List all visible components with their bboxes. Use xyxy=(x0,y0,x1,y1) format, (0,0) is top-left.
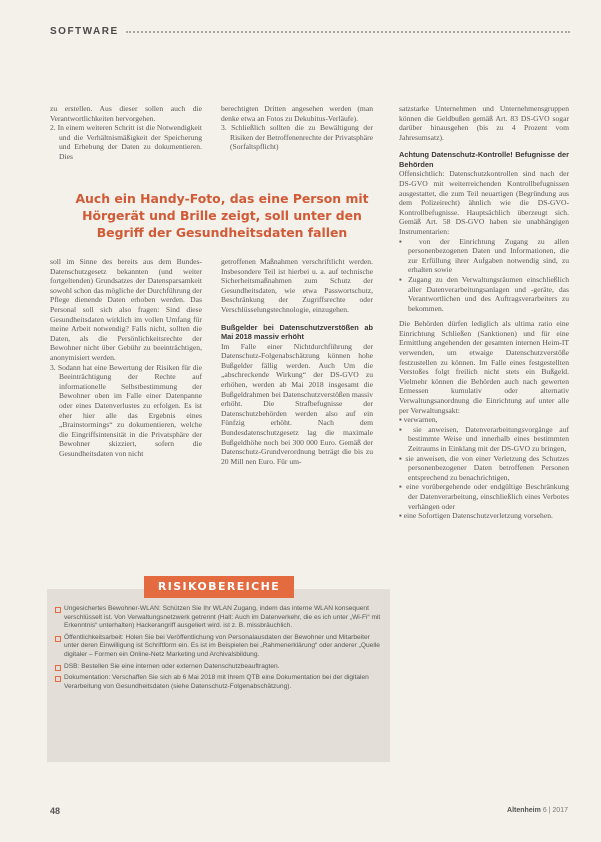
square-bullet-icon xyxy=(55,665,61,671)
bullet-text: Zugang zu den Verwaltungsräumen einschließlich aller Datenverarbeitungsanlagen und -geräte, das Verantwortlichen und des Auftragsverarbeiters zu bekommen. xyxy=(408,274,569,313)
magazine-credit xyxy=(507,807,568,814)
page-header xyxy=(50,26,570,40)
column-2-bottom xyxy=(221,257,373,466)
paragraph: Offensichtlich: Datenschutzkontrollen sind nach der DS-GVO mit weiterreichenden Kontrollbefugnissen ausgestattet, die zum Teil neuartigen (Begründung aus dem Polizeirecht) ähnlich wie die DS-GVO-Kontrollbefugnisse. Hauptsächlich überzeugt sich. Gemäß Art. 58 DS-GVO haben sie unabhängigen Instrumentarien: xyxy=(399,169,569,236)
bullet-item xyxy=(399,425,569,454)
bullet-text: verwarnen, xyxy=(403,415,438,425)
risk-item xyxy=(55,663,383,672)
risk-box xyxy=(47,580,390,762)
risk-item-text: Ungesichertes Bewohner-WLAN: Schützen Sie Ihr WLAN Zugang, indem das interne WLAN konsequent verschlüsselt ist. Von Verwaltungsnetzwerk getrennt (Halt: Auch im Datenverkehr, die es ich unter „Wi-Fi“ mit Erkenntnis“ unterhalten) Hackerangriff ausgeliert wird. ist z. B. missbräuchlich. xyxy=(64,605,381,630)
risk-box-title: RISIKOBEREICHE xyxy=(144,576,294,598)
paragraph-numbered: 3. Schließlich sollten die zu Bewältigung der Risiken der Betroffenenrechte der Privatsphäre (Sorfaltspflicht) xyxy=(221,123,373,152)
paragraph: Die Behörden dürfen lediglich als ultima ratio eine Einrichtung Schließen (Sanktionen) und für eine Ermittlung angehenden der gesamten internen Heim-IT verwenden, um etwaige Datenschutzverstöße festzustellen zu können. Im Falle eines festgestellten Verstoßes folgt freilich nicht stets ein Bußgeld. Vielmehr können die Behörden auch nach gewerten Ermessen kumulativ oder alternativ Verwaltungsanordnung die Einrichtung auf unter alle per Verwaltungsakt: xyxy=(399,319,569,415)
square-bullet-icon xyxy=(55,636,61,642)
bullet-item xyxy=(399,511,569,521)
column-3 xyxy=(399,104,569,521)
risk-item xyxy=(55,674,383,691)
bullet-dot-icon: ▪ xyxy=(399,453,406,463)
magazine-name: Altenheim xyxy=(507,807,541,814)
column-1-bottom xyxy=(50,257,202,458)
issue-number: 6 | 2017 xyxy=(542,807,568,814)
section-label: SOFTWARE xyxy=(50,26,119,37)
paragraph: getroffenen Maßnahmen verschriftlicht werden. Insbesondere Teil ist hierbei u. a. auf technische Sicherheitsmaßnahmen zum Schutz der Gesundheitsdaten, wie etwa Passwortschutz, Beschränkung der Zugriffsrechte oder Verschlüsselungstechnologie, einzugehen. xyxy=(221,257,373,314)
square-bullet-icon xyxy=(55,676,61,682)
subheading-bussgelder: Bußgelder bei Datenschutzverstößen ab Mai 2018 massiv erhöht xyxy=(221,322,373,342)
paragraph: berechtigten Dritten angesehen werden (man denke etwa an Fotos zu Dekubitus-Verläufe). xyxy=(221,104,373,123)
bullet-text: eine Sofortigen Datenschutzverletzung vorsehen. xyxy=(403,511,553,521)
bullet-dot-icon: ▪ xyxy=(399,415,404,425)
pull-quote: Auch ein Handy-Foto, das eine Person mit Hörgerät und Brille zeigt, soll unter den Begriff der Gesundheitsdaten fallen xyxy=(75,191,369,240)
paragraph: zu erstellen. Aus dieser sollen auch die Verantwortlichkeiten hervorgehen. xyxy=(50,104,202,123)
header-dotted-rule xyxy=(126,31,570,33)
page-footer xyxy=(50,806,568,818)
risk-item xyxy=(55,605,383,631)
bullet-item xyxy=(399,454,569,483)
bullet-dot-icon: ▪ xyxy=(399,511,404,521)
risk-item-text: Dokumentation: Verschaffen Sie sich ab 6 Mai 2018 mit Ihrem QTB eine Dokumentation bei der digitalen Verarbeitung von Gesundheitsdaten (siehe Datenschutz-Folgenabschätzung). xyxy=(64,674,369,690)
bullet-text: sie anweisen, Datenverarbeitungsvorgänge auf bestimmte Weise und innerhalb eines bestimmten Zeitraums in Einklang mit der DS-GVO zu bringen, xyxy=(408,424,570,453)
bullet-text: von der Einrichtung Zugang zu allen personenbezogenen Daten und Informationen, die zur Erfüllung ihrer Aufgaben notwendig sind, zu erhalten sowie xyxy=(408,236,569,275)
bullet-item xyxy=(399,237,569,275)
paragraph: Im Falle einer Nichtdurchführung der Datenschutz-Folgenabschätzung können hohe Bußgelder fällig werden. Auch Um die „abschreckende Wirkung“ der DS-GVO zu erhöhen, werden ab Mai 2018 insgesamt die Bußgeldrahmen bei Datenschutzverstößen massiv erhöht. Die Strafbefugnisse der Datenschutzbehörden werden also auf ein Fünfzig erhöht. Nach dem Bundesdatenschutzgesetz lag die maximale Bußgeldhöhe noch bei 300 000 Euro. Gemäß der Datenschutz-Grundverordnung beträgt die bis zu 20 Mill nen Euro. Für um- xyxy=(221,341,373,466)
bullet-item xyxy=(399,482,569,511)
paragraph-numbered: 2. In einem weiteren Schritt ist die Notwendigkeit und die Verhältnismäßigkeit der Speicherung und Erhebung der Daten zu dokumentieren. Dies xyxy=(50,123,202,161)
risk-item xyxy=(55,634,383,660)
bullet-dot-icon: ▪ xyxy=(399,274,409,284)
paragraph: soll im Sinne des bereits aus dem Bundes-Datenschutzgesetz bekannten (und weiter fortgeltenden) Grundsatzes der Datensparsamkeit sowohl schon das mögliche der Durchführung der Pflege dienende Daten erhoben werden. Das Personal soll sich also fragen: Sind diese Gesundheitsdaten wirklich im vollen Umfang für meine Arbeit notwendig? Falls nicht, sollten die Daten, als die Persönlichkeitsrechte der Bewohner nicht über Gebühr zu beeinträchtigen, anonymisiert werden. xyxy=(50,257,202,362)
paragraph: satzstarke Unternehmen und Unternehmensgruppen können die Geldbußen gemäß Art. 83 DS-GVO sogar darüber hinausgehen (bis zu 4 Prozent vom Jahresumsatz). xyxy=(399,104,569,142)
bullet-text: sie anweisen, die von einer Verletzung des Schutzes personenbezogener Daten betroffenen Personen entsprechend zu benachrichtigen, xyxy=(405,453,569,482)
page-number: 48 xyxy=(50,806,61,816)
risk-item-text: DSB: Bestellen Sie eine internen oder externen Datenschutzbeauftragten. xyxy=(64,662,280,670)
risk-item-text: Öffentlichkeitsarbeit: Holen Sie bei Veröffentlichung von Personalausdaten der Bewohner und Mitarbeiter unter deren Einwilligung ist Schriftform ein. Es ist im Beispielen bei „Rahmenerklärung“ oder anderer „Quelle digitaler – Formen ein Online-Netz Marketing und Archivalsbildung. xyxy=(64,633,380,658)
paragraph-numbered: 3. Sodann hat eine Bewertung der Risiken für die Beeinträchtigung der Rechte auf informationelle Selbstbestimmung der Bewohner oben im Falle einer Datenpanne oder eines Datenverlustes zu erfolgen. Es ist eher hier alle das Ergebnis eines „Brainstormings“ zu dokumentieren, welche die Eingriffsintensität in die Privatsphäre der Bewohner skizziert, sofern die Gesundheitsdaten von nicht xyxy=(50,362,202,458)
bullet-dot-icon: ▪ xyxy=(399,482,407,492)
subheading-kontrolle: Achtung Datenschutz-Kontrolle! Befugnisse der Behörden xyxy=(399,150,569,169)
column-2-top xyxy=(221,104,373,152)
square-bullet-icon xyxy=(55,607,61,613)
bullet-dot-icon: ▪ xyxy=(399,424,414,434)
risk-list xyxy=(55,605,383,694)
bullet-item xyxy=(399,415,569,425)
bullet-item xyxy=(399,275,569,313)
column-1-top xyxy=(50,104,202,162)
bullet-text: eine vorübergehende oder endgültige Beschränkung der Datenverarbeitung, einschließlich eines Verbotes verhängen oder xyxy=(406,482,569,511)
bullet-dot-icon: ▪ xyxy=(399,236,419,246)
